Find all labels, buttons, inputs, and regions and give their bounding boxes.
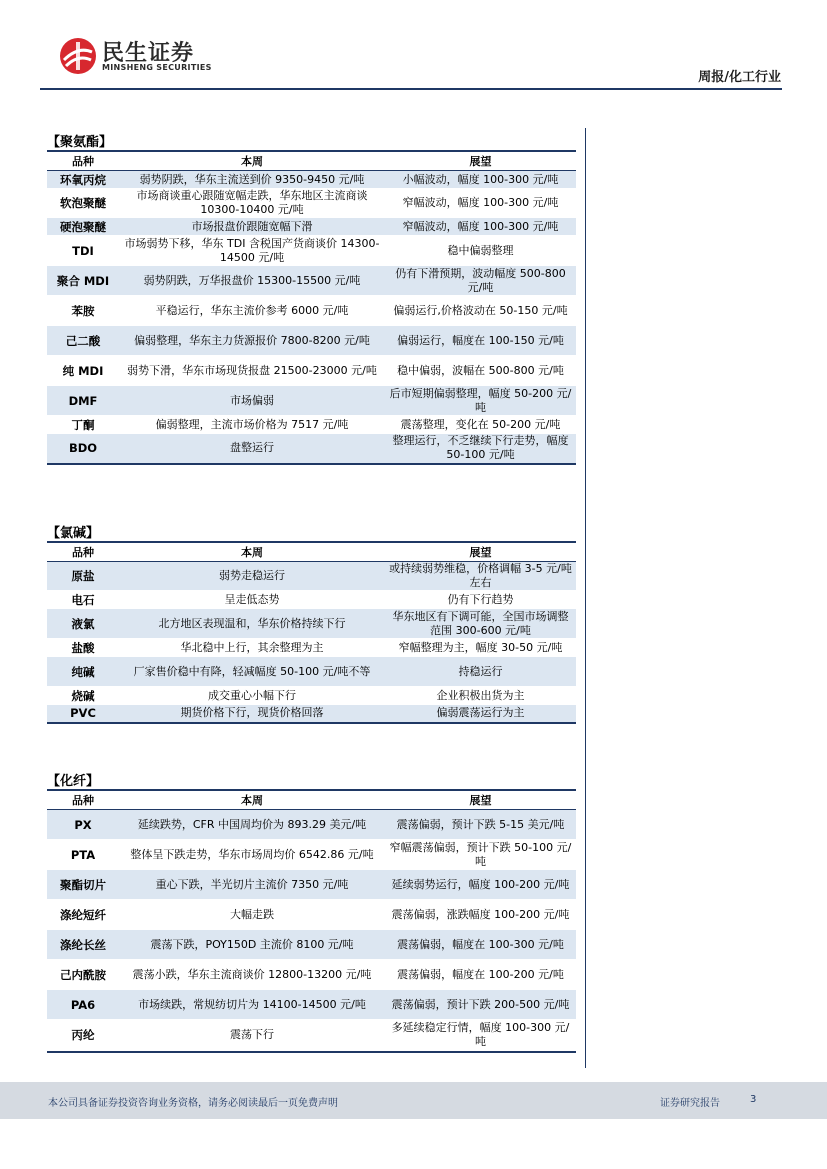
week-summary: 整体呈下跌走势，华东市场周均价 6542.86 元/吨 (119, 840, 385, 870)
outlook-summary: 窄幅波动，幅度 100-300 元/吨 (385, 189, 576, 218)
outlook-summary: 整理运行，不乏继续下行走势，幅度 50-100 元/吨 (385, 434, 576, 464)
week-summary: 偏弱整理，主流市场价格为 7517 元/吨 (119, 416, 385, 434)
outlook-summary: 震荡偏弱，预计下跌 5-15 美元/吨 (385, 810, 576, 840)
page-header (0, 0, 827, 92)
product-name: 己二酸 (47, 326, 119, 356)
product-name: PVC (47, 705, 119, 723)
report-type: 周报/化工行业 (698, 70, 781, 85)
week-summary: 厂家售价稳中有降，轻减幅度 50-100 元/吨不等 (119, 657, 385, 687)
table-row (47, 416, 576, 434)
product-name: 电石 (47, 591, 119, 609)
week-summary: 弱势阴跌，万华报盘价 15300-15500 元/吨 (119, 266, 385, 296)
outlook-summary: 窄幅震荡偏弱，预计下跌 50-100 元/吨 (385, 840, 576, 870)
table-row (47, 657, 576, 687)
table-row (47, 326, 576, 356)
outlook-summary: 窄幅波动，幅度 100-300 元/吨 (385, 218, 576, 236)
outlook-summary: 或持续弱势维稳，价格调幅 3-5 元/吨左右 (385, 562, 576, 591)
table-row (47, 609, 576, 639)
column-header-week: 本周 (119, 542, 385, 562)
outlook-summary: 偏弱运行，幅度在 100-150 元/吨 (385, 326, 576, 356)
outlook-summary: 延续弱势运行，幅度 100-200 元/吨 (385, 870, 576, 900)
product-name: 硬泡聚醚 (47, 218, 119, 236)
week-summary: 市场弱势下移，华东 TDI 含税国产货商谈价 14300-14500 元/吨 (119, 236, 385, 266)
outlook-summary: 后市短期偏弱整理，幅度 50-200 元/吨 (385, 386, 576, 416)
data-table (47, 150, 576, 465)
table-row (47, 687, 576, 705)
product-name: 己内酰胺 (47, 960, 119, 990)
product-name: 丁酮 (47, 416, 119, 434)
product-name: 丙纶 (47, 1020, 119, 1052)
week-summary: 市场续跌，常规纺切片为 14100-14500 元/吨 (119, 990, 385, 1020)
outlook-summary: 震荡偏弱，幅度在 100-200 元/吨 (385, 960, 576, 990)
week-summary: 市场商谈重心跟随宽幅走跌，华东地区主流商谈 10300-10400 元/吨 (119, 189, 385, 218)
outlook-summary: 震荡偏弱，幅度在 100-300 元/吨 (385, 930, 576, 960)
product-name: BDO (47, 434, 119, 464)
table-row (47, 434, 576, 464)
week-summary: 重心下跌，半光切片主流价 7350 元/吨 (119, 870, 385, 900)
data-table (47, 541, 576, 724)
table-row (47, 386, 576, 416)
product-name: 聚酯切片 (47, 870, 119, 900)
table-row (47, 1020, 576, 1052)
outlook-summary: 震荡整理，变化在 50-200 元/吨 (385, 416, 576, 434)
header-divider (40, 88, 782, 90)
table-row (47, 930, 576, 960)
column-header-product: 品种 (47, 542, 119, 562)
table-header-row (47, 542, 576, 562)
week-summary: 市场报盘价跟随宽幅下滑 (119, 218, 385, 236)
week-summary: 弱势走稳运行 (119, 562, 385, 591)
company-logo (58, 36, 212, 80)
week-summary: 震荡下行 (119, 1020, 385, 1052)
week-summary: 平稳运行，华东主流价参考 6000 元/吨 (119, 296, 385, 326)
product-name: PA6 (47, 990, 119, 1020)
column-header-outlook: 展望 (385, 790, 576, 810)
page-number: 3 (750, 1094, 757, 1105)
table-row (47, 171, 576, 189)
table-row (47, 900, 576, 930)
table-row (47, 639, 576, 657)
outlook-summary: 稳中偏弱，波幅在 500-800 元/吨 (385, 356, 576, 386)
product-name: 环氧丙烷 (47, 171, 119, 189)
outlook-summary: 偏弱震荡运行为主 (385, 705, 576, 723)
outlook-summary: 窄幅整理为主，幅度 30-50 元/吨 (385, 639, 576, 657)
table-row (47, 840, 576, 870)
product-name: 软泡聚醚 (47, 189, 119, 218)
product-name: 盐酸 (47, 639, 119, 657)
page-footer (0, 1082, 827, 1119)
week-summary: 华北稳中上行，其余整理为主 (119, 639, 385, 657)
product-name: 纯 MDI (47, 356, 119, 386)
column-header-outlook: 展望 (385, 151, 576, 171)
week-summary: 弱势阴跌，华东主流送到价 9350-9450 元/吨 (119, 171, 385, 189)
table-row (47, 356, 576, 386)
column-divider (585, 128, 586, 1068)
product-name: 苯胺 (47, 296, 119, 326)
outlook-summary: 小幅波动，幅度 100-300 元/吨 (385, 171, 576, 189)
outlook-summary: 华东地区有下调可能，全国市场调整范围 300-600 元/吨 (385, 609, 576, 639)
section-title: 【氯碱】 (47, 526, 100, 541)
product-name: 涤纶长丝 (47, 930, 119, 960)
table-row (47, 562, 576, 591)
table-row (47, 870, 576, 900)
section-title: 【化纤】 (47, 774, 100, 789)
product-name: 涤纶短纤 (47, 900, 119, 930)
product-name: DMF (47, 386, 119, 416)
footer-disclaimer: 本公司具备证券投资咨询业务资格，请务必阅读最后一页免费声明 (48, 1098, 338, 1109)
outlook-summary: 仍有下滑预期，波动幅度 500-800 元/吨 (385, 266, 576, 296)
column-header-product: 品种 (47, 790, 119, 810)
outlook-summary: 稳中偏弱整理 (385, 236, 576, 266)
outlook-summary: 震荡偏弱，涨跌幅度 100-200 元/吨 (385, 900, 576, 930)
product-name: 烧碱 (47, 687, 119, 705)
table-row (47, 705, 576, 723)
outlook-summary: 偏弱运行,价格波动在 50-150 元/吨 (385, 296, 576, 326)
week-summary: 成交重心小幅下行 (119, 687, 385, 705)
product-name: PX (47, 810, 119, 840)
data-table (47, 789, 576, 1053)
footer-report-label: 证券研究报告 (660, 1098, 720, 1109)
column-header-week: 本周 (119, 151, 385, 171)
table-row (47, 236, 576, 266)
table-row (47, 990, 576, 1020)
week-summary: 盘整运行 (119, 434, 385, 464)
outlook-summary: 震荡偏弱，预计下跌 200-500 元/吨 (385, 990, 576, 1020)
table-row (47, 960, 576, 990)
table-row (47, 266, 576, 296)
product-name: 纯碱 (47, 657, 119, 687)
table-row (47, 296, 576, 326)
week-summary: 延续跌势，CFR 中国周均价为 893.29 美元/吨 (119, 810, 385, 840)
product-name: 液氯 (47, 609, 119, 639)
table-row (47, 591, 576, 609)
week-summary: 期货价格下行，现货价格回落 (119, 705, 385, 723)
week-summary: 偏弱整理，华东主力货源报价 7800-8200 元/吨 (119, 326, 385, 356)
outlook-summary: 持稳运行 (385, 657, 576, 687)
logo-mark-icon (58, 36, 98, 76)
table-header-row (47, 151, 576, 171)
section-title: 【聚氨酯】 (47, 135, 113, 150)
brand-name-en: MINSHENG SECURITIES (102, 63, 212, 72)
week-summary: 市场偏弱 (119, 386, 385, 416)
table-row (47, 218, 576, 236)
week-summary: 震荡下跌，POY150D 主流价 8100 元/吨 (119, 930, 385, 960)
week-summary: 北方地区表现温和，华东价格持续下行 (119, 609, 385, 639)
outlook-summary: 多延续稳定行情，幅度 100-300 元/吨 (385, 1020, 576, 1052)
brand-name-cn: 民生证券 (102, 41, 195, 66)
product-name: TDI (47, 236, 119, 266)
table-header-row (47, 790, 576, 810)
week-summary: 震荡小跌，华东主流商谈价 12800-13200 元/吨 (119, 960, 385, 990)
product-name: 原盐 (47, 562, 119, 591)
column-header-product: 品种 (47, 151, 119, 171)
table-row (47, 810, 576, 840)
week-summary: 呈走低态势 (119, 591, 385, 609)
week-summary: 大幅走跌 (119, 900, 385, 930)
week-summary: 弱势下滑，华东市场现货报盘 21500-23000 元/吨 (119, 356, 385, 386)
column-header-week: 本周 (119, 790, 385, 810)
table-row (47, 189, 576, 218)
product-name: 聚合 MDI (47, 266, 119, 296)
outlook-summary: 仍有下行趋势 (385, 591, 576, 609)
outlook-summary: 企业积极出货为主 (385, 687, 576, 705)
product-name: PTA (47, 840, 119, 870)
column-header-outlook: 展望 (385, 542, 576, 562)
